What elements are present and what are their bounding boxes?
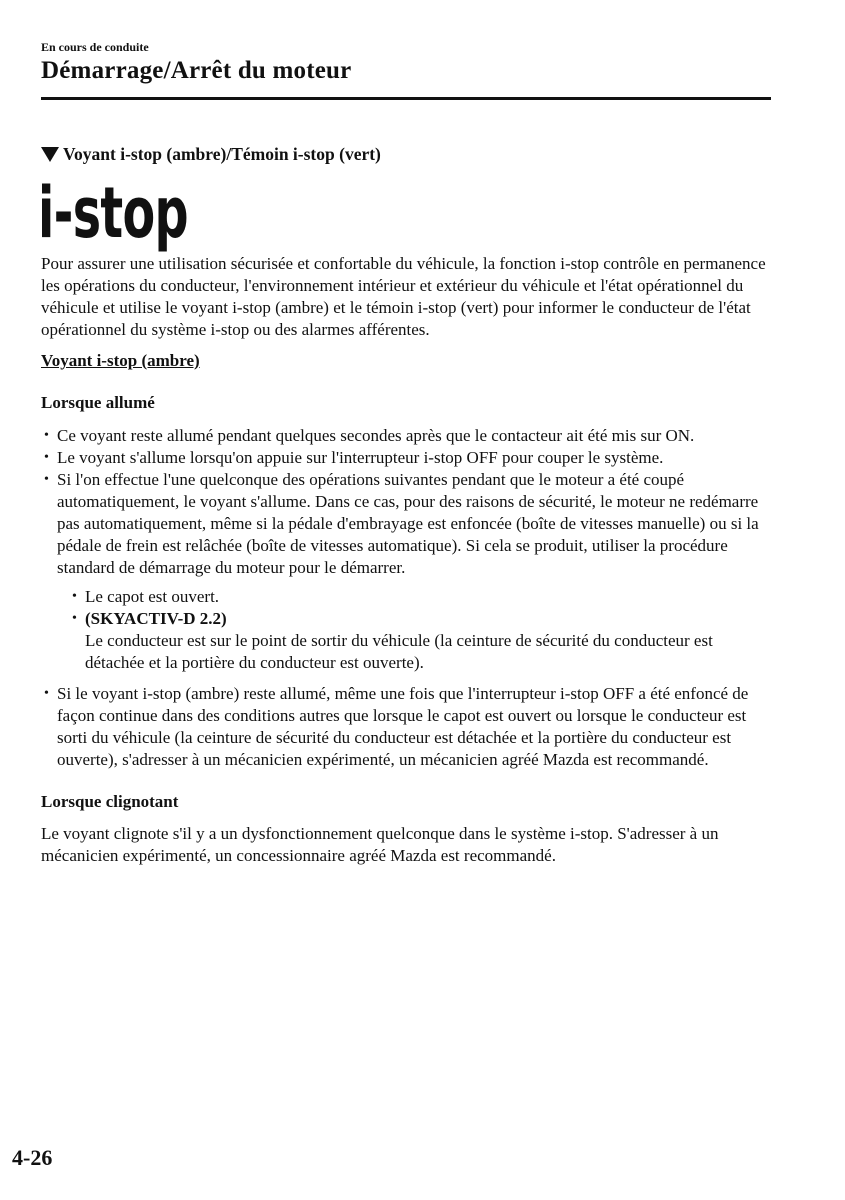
- list-item: • Le voyant s'allume lorsqu'on appuie sur l'interrupteur i-stop OFF pour couper le système.: [41, 447, 776, 469]
- subsection-heading: [41, 144, 381, 165]
- lit-heading: Lorsque allumé: [41, 393, 155, 412]
- lit-bullet-list: [41, 425, 776, 771]
- sub-list-item: • Le capot est ouvert.: [69, 586, 776, 608]
- intro-paragraph: Pour assurer une utilisation sécurisée et confortable du véhicule, la fonction i-stop contrôle en permanence les opérations du conducteur, l'environnement intérieur et extérieur du véhicule et l'état opérationnel du véhicule et utilise le voyant i-stop (ambre) et le témoin i-stop (vert) pour informer le conducteur de l'état opérationnel du système i-stop ou des alarmes afférentes.: [41, 254, 766, 339]
- section-label: En cours de conduite: [41, 40, 149, 54]
- list-item: • Ce voyant reste allumé pendant quelques secondes après que le contacteur ait été mis sur ON.: [41, 425, 776, 447]
- skyactiv-text: Le conducteur est sur le point de sortir du véhicule (la ceinture de sécurité du conducteur est détachée et la portière du conducteur est ouverte).: [85, 631, 713, 672]
- main-content: [41, 253, 776, 867]
- page-title: Démarrage/Arrêt du moteur: [41, 57, 352, 84]
- list-item: [41, 469, 776, 674]
- blinking-paragraph: Le voyant clignote s'il y a un dysfonctionnement quelconque dans le système i-stop. S'adresser à un mécanicien expérimenté, un concessionnaire agréé Mazda est recommandé.: [41, 824, 719, 865]
- sub-list-item: [69, 608, 776, 674]
- skyactiv-label: (SKYACTIV-D 2.2): [85, 609, 227, 628]
- blinking-heading: Lorsque clignotant: [41, 792, 179, 811]
- triangle-marker-icon: [41, 147, 59, 162]
- list-item-text: Si l'on effectue l'une quelconque des opérations suivantes pendant que le moteur a été coupé automatiquement, le voyant s'allume. Dans ce cas, pour des raisons de sécurité, le moteur ne redémarre pas automatiquement, même si la pédale d'embrayage est enfoncée (boîte de vitesses manuelle) ou si la pédale de frein est relâchée (boîte de vitesses automatique). Si cela se produit, utiliser la procédure standard de démarrage du moteur pour le démarrer.: [57, 470, 759, 577]
- sub-bullet-list: [69, 586, 776, 674]
- istop-indicator-icon: i-stop: [38, 172, 188, 254]
- list-item: • Si le voyant i-stop (ambre) reste allumé, même une fois que l'interrupteur i-stop OFF a été enfoncé de façon continue dans des conditions autres que lorsque le capot est ouvert ou lorsque le conducteur est sorti du véhicule (la ceinture de sécurité du conducteur est détachée et la portière du conducteur est ouverte), s'adresser à un mécanicien expérimenté, un mécanicien agréé Mazda est recommandé.: [41, 683, 776, 771]
- subsection-title: Voyant i-stop (ambre)/Témoin i-stop (vert): [63, 144, 381, 164]
- title-divider: [41, 97, 771, 100]
- amber-heading: Voyant i-stop (ambre): [41, 351, 200, 370]
- page-number: 4-26: [12, 1145, 53, 1170]
